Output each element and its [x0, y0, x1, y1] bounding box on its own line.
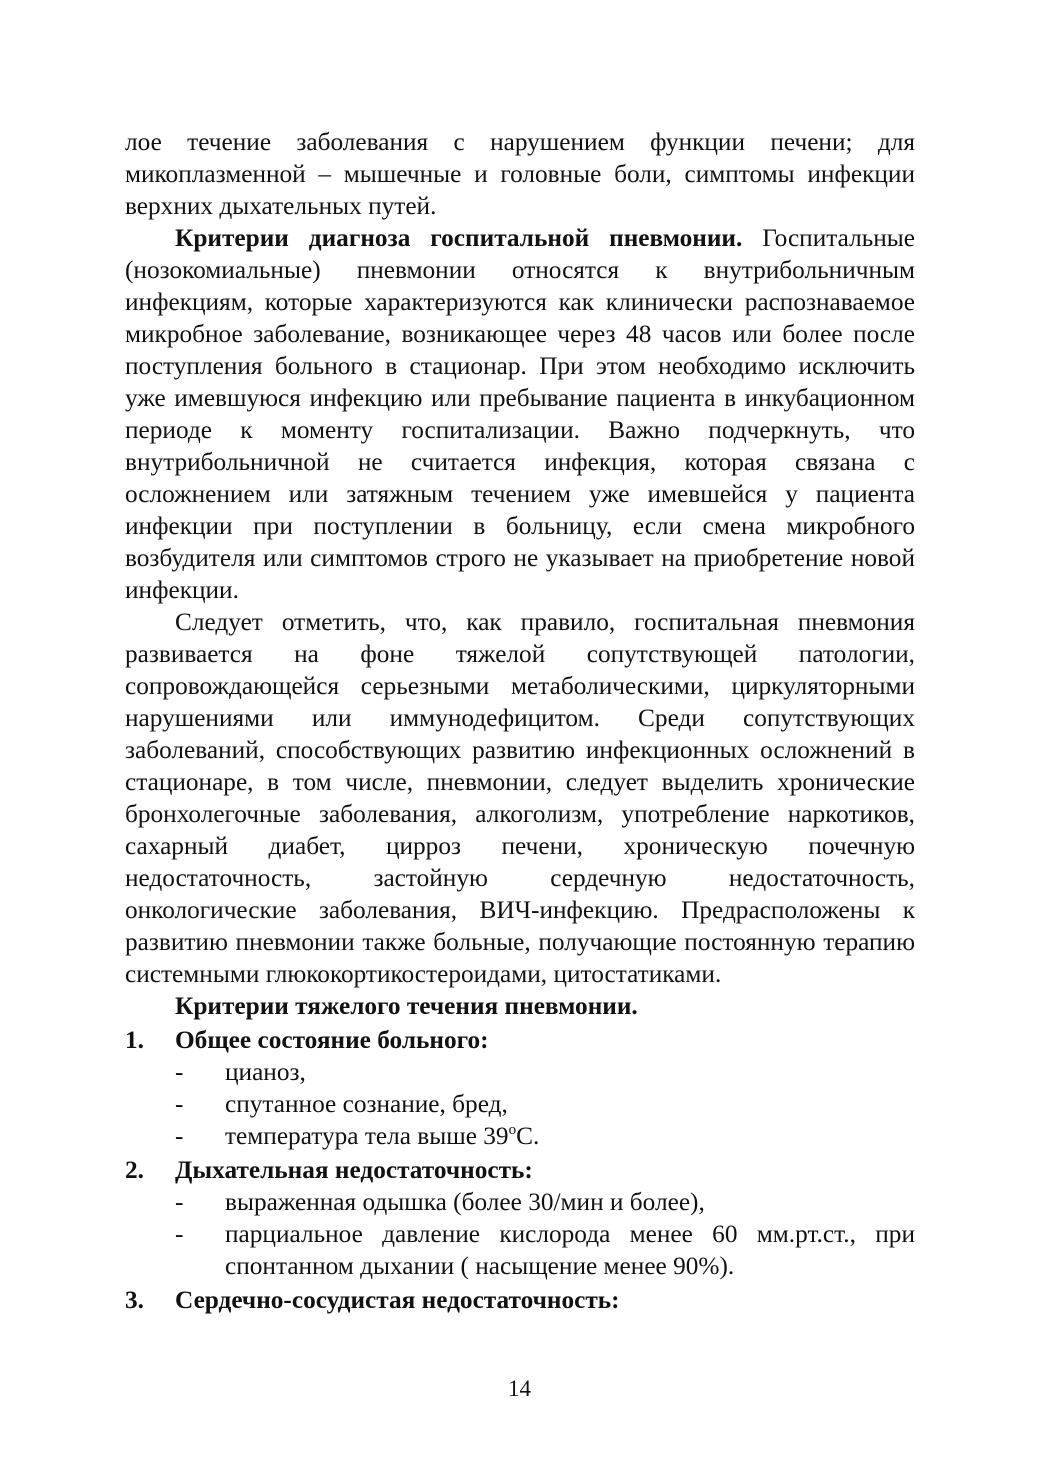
- dash-marker: -: [175, 1090, 184, 1118]
- list-item-text: спутанное сознание, бред,: [225, 1090, 508, 1118]
- criterion-3: [125, 1284, 915, 1316]
- page-body: [125, 126, 915, 1316]
- criterion-number: 3.: [125, 1286, 144, 1314]
- paragraph-lead-heading: Критерии диагноза госпитальной пневмонии.: [175, 224, 743, 252]
- list-item: [125, 1056, 915, 1088]
- degree-superscript: о: [508, 1122, 517, 1138]
- list-item: [125, 1120, 915, 1152]
- criterion-title: Сердечно-сосудистая недостаточность:: [175, 1286, 620, 1314]
- criterion-2: [125, 1154, 915, 1186]
- list-item: [125, 1186, 915, 1218]
- temperature-text: температура тела выше 39: [225, 1122, 509, 1150]
- paragraph-comorbidities: Следует отметить, что, как правило, госпитальная пневмония развивается на фоне тяжелой сопутствующей патологии, сопровождающейся серьезными метаболическими, циркуляторными нарушениями или иммунодефицитом. Среди сопутствующих заболеваний, способствующих развитию инфекционных осложнений в стационаре, в том числе, пневмонии, следует выделить хронические бронхолегочные заболевания, алкоголизм, употребление наркотиков, сахарный диабет, цирроз печени, хроническую почечную недостаточность, застойную сердечную недостаточность, онкологические заболевания, ВИЧ-инфекцию. Предрасположены к развитию пневмонии также больные, получающие постоянную терапию системными глюкокортикостероидами, цитостатиками.: [125, 608, 915, 988]
- list-item-text: парциальное давление кислорода менее 60 мм.рт.ст., при спонтанном дыхании ( насыщение менее 90%).: [225, 1220, 915, 1280]
- paragraph-text: Госпитальные (нозокомиальные) пневмонии относятся к внутрибольничным инфекциям, которые характеризуются как клинически распознаваемое микробное заболевание, возникающее через 48 часов или более после поступления больного в стационар. При этом необходимо исключить уже имевшуюся инфекцию или пребывание пациента в инкубационном периоде к моменту госпитализации. Важно подчеркнуть, что внутрибольничной не считается инфекция, которая связана с осложнением или затяжным течением уже имевшейся у пациента инфекции при поступлении в больницу, если смена микробного возбудителя или симптомов строго не указывает на приобретение новой инфекции.: [125, 224, 915, 604]
- criterion-number: 2.: [125, 1156, 144, 1184]
- dash-marker: -: [175, 1122, 184, 1150]
- list-item-text: цианоз,: [225, 1058, 306, 1086]
- criterion-2-list: [125, 1186, 915, 1282]
- list-item-text: выраженная одышка (более 30/мин и более),: [225, 1188, 705, 1216]
- page-number: 14: [508, 1376, 531, 1401]
- paragraph-hospital-pneumonia: [125, 222, 915, 606]
- criterion-1: [125, 1024, 915, 1056]
- dash-marker: -: [175, 1058, 184, 1086]
- criterion-title: Дыхательная недостаточность:: [175, 1156, 533, 1184]
- criterion-1-list: [125, 1056, 915, 1152]
- paragraph-continuation: лое течение заболевания с нарушением функции печени; для микоплазменной – мышечные и головные боли, симптомы инфекции верхних дыхательных путей.: [125, 128, 915, 220]
- criterion-title: Общее состояние больного:: [175, 1026, 489, 1054]
- temperature-unit: С.: [516, 1122, 540, 1150]
- dash-marker: -: [175, 1220, 184, 1248]
- dash-marker: -: [175, 1188, 184, 1216]
- section-heading: Критерии тяжелого течения пневмонии.: [175, 992, 638, 1020]
- list-item-text: [225, 1120, 915, 1152]
- list-item: [125, 1218, 915, 1282]
- list-item: [125, 1088, 915, 1120]
- criterion-number: 1.: [125, 1026, 144, 1054]
